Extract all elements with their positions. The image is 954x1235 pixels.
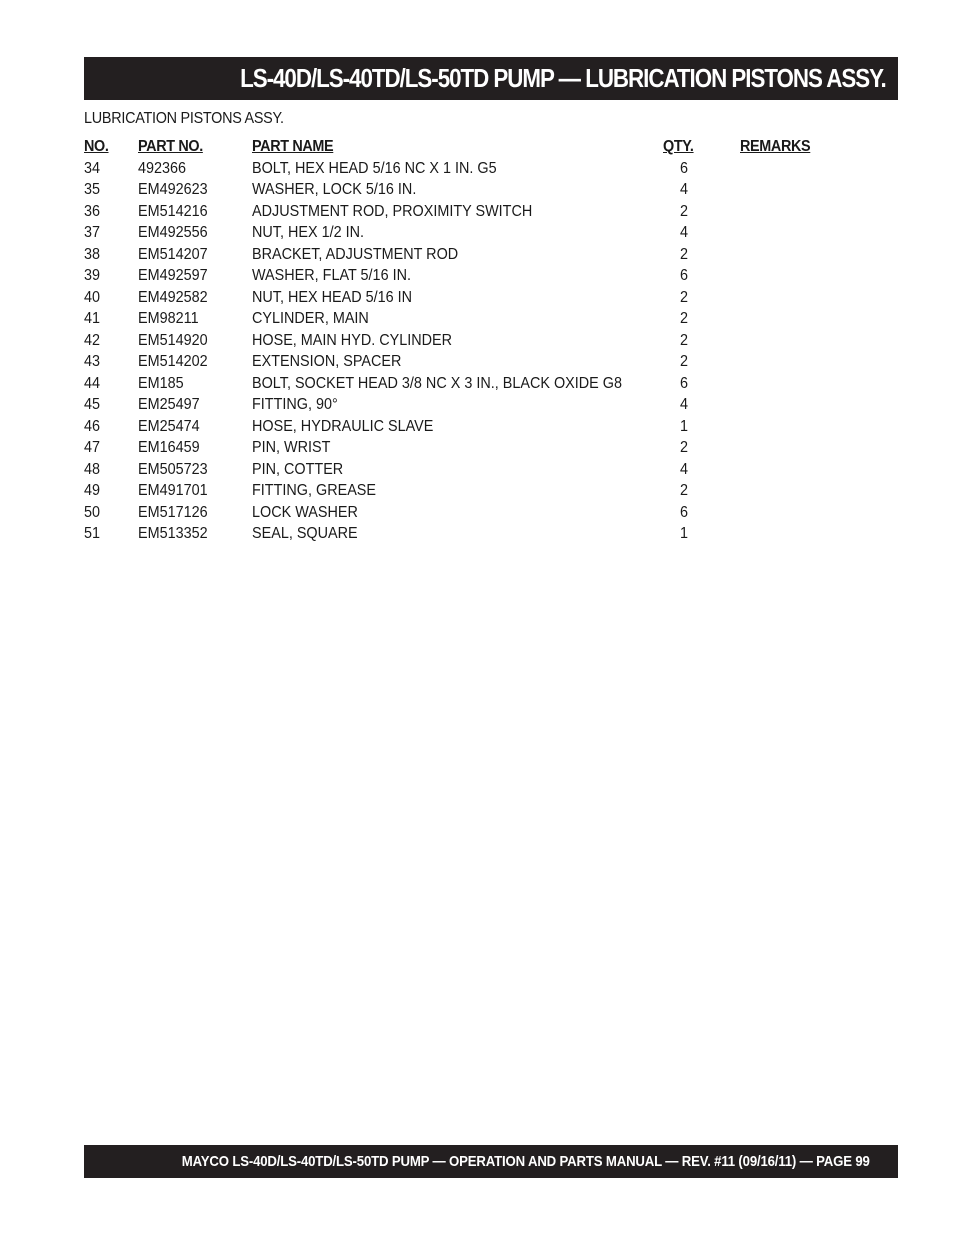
cell-no: 51 xyxy=(84,525,101,542)
footer-text: MAYCO LS-40D/LS-40TD/LS-50TD PUMP — OPERATION AND PARTS MANUAL — REV. #11 (09/16/11) — PAGE 99 xyxy=(182,1153,870,1170)
cell-part-no: EM492582 xyxy=(138,288,208,306)
cell-qty-value: 2 xyxy=(680,353,689,370)
cell-part-name: LOCK WASHER xyxy=(252,503,358,521)
table-row xyxy=(84,502,844,524)
cell-part-no: EM98211 xyxy=(138,310,199,327)
cell-qty-value: 4 xyxy=(680,396,689,413)
table-row xyxy=(84,179,844,201)
parts-table xyxy=(84,136,844,545)
footer-bar xyxy=(84,1145,898,1178)
cell-qty-value: 2 xyxy=(680,288,689,306)
cell-part-name: WASHER, FLAT 5/16 IN. xyxy=(252,267,411,284)
table-row xyxy=(84,222,844,244)
cell-qty-value: 2 xyxy=(680,202,689,220)
cell-part-name: BRACKET, ADJUSTMENT ROD xyxy=(252,245,459,263)
cell-part-no: EM514202 xyxy=(138,353,208,370)
cell-qty-value: 6 xyxy=(680,374,689,392)
table-row xyxy=(84,523,844,545)
page-title: LS-40D/LS-40TD/LS-50TD PUMP — LUBRICATION PISTONS ASSY. xyxy=(240,63,886,93)
table-row xyxy=(84,373,844,395)
column-header-no: NO. xyxy=(84,138,109,155)
table-row xyxy=(84,394,844,416)
cell-part-name: BOLT, SOCKET HEAD 3/8 NC X 3 IN., BLACK OXIDE G8 xyxy=(252,374,622,392)
table-row xyxy=(84,265,844,287)
cell-no: 36 xyxy=(84,202,101,220)
cell-part-no: EM185 xyxy=(138,374,184,392)
cell-no: 37 xyxy=(84,224,101,241)
column-header-part-name: PART NAME xyxy=(252,138,334,155)
cell-qty-value: 1 xyxy=(680,525,689,542)
table-body xyxy=(84,158,844,545)
cell-no: 48 xyxy=(84,460,101,478)
cell-part-no: EM514207 xyxy=(138,245,208,263)
cell-part-name: NUT, HEX 1/2 IN. xyxy=(252,224,365,241)
cell-part-name: EXTENSION, SPACER xyxy=(252,353,402,370)
table-row xyxy=(84,201,844,223)
table-row xyxy=(84,244,844,266)
cell-part-name: HOSE, MAIN HYD. CYLINDER xyxy=(252,331,453,349)
cell-qty-value: 6 xyxy=(680,159,689,177)
cell-part-no: EM514920 xyxy=(138,331,208,349)
table-row xyxy=(84,330,844,352)
cell-part-no: EM25474 xyxy=(138,417,200,435)
table-row xyxy=(84,480,844,502)
cell-part-name: FITTING, GREASE xyxy=(252,482,377,499)
cell-part-name: WASHER, LOCK 5/16 IN. xyxy=(252,181,417,198)
cell-qty-value: 4 xyxy=(680,181,689,198)
cell-no: 49 xyxy=(84,482,101,499)
cell-part-name: HOSE, HYDRAULIC SLAVE xyxy=(252,417,434,435)
cell-no: 42 xyxy=(84,331,101,349)
cell-part-no: 492366 xyxy=(138,159,187,177)
table-row xyxy=(84,158,844,180)
cell-part-name: CYLINDER, MAIN xyxy=(252,310,369,327)
table-row xyxy=(84,416,844,438)
cell-qty-value: 4 xyxy=(680,224,689,241)
cell-part-no: EM517126 xyxy=(138,503,208,521)
cell-qty-value: 2 xyxy=(680,310,689,327)
cell-part-no: EM513352 xyxy=(138,525,208,542)
table-header-row: NO. PART NO. PART NAME QTY. REMARKS xyxy=(84,136,844,158)
cell-part-no: EM492597 xyxy=(138,267,208,284)
cell-no: 43 xyxy=(84,353,101,370)
cell-part-name: ADJUSTMENT ROD, PROXIMITY SWITCH xyxy=(252,202,533,220)
cell-part-name: SEAL, SQUARE xyxy=(252,525,358,542)
cell-no: 40 xyxy=(84,288,101,306)
cell-part-no: EM505723 xyxy=(138,460,208,478)
cell-part-name: BOLT, HEX HEAD 5/16 NC X 1 IN. G5 xyxy=(252,159,497,177)
cell-no: 50 xyxy=(84,503,101,521)
cell-qty-value: 4 xyxy=(680,460,689,478)
cell-part-name: FITTING, 90° xyxy=(252,396,338,413)
cell-no: 35 xyxy=(84,181,101,198)
cell-no: 41 xyxy=(84,310,101,327)
cell-no: 46 xyxy=(84,417,101,435)
table-row xyxy=(84,308,844,330)
column-header-remarks: REMARKS xyxy=(740,138,811,155)
cell-part-no: EM25497 xyxy=(138,396,200,413)
cell-no: 44 xyxy=(84,374,101,392)
table-row xyxy=(84,351,844,373)
cell-part-name: NUT, HEX HEAD 5/16 IN xyxy=(252,288,413,306)
cell-no: 45 xyxy=(84,396,101,413)
cell-qty-value: 6 xyxy=(680,267,689,284)
cell-part-name: PIN, WRIST xyxy=(252,439,331,456)
table-row xyxy=(84,287,844,309)
column-header-part-no: PART NO. xyxy=(138,138,203,155)
cell-no: 47 xyxy=(84,439,101,456)
table-row xyxy=(84,459,844,481)
cell-qty-value: 2 xyxy=(680,439,689,456)
table-row xyxy=(84,437,844,459)
cell-part-name: PIN, COTTER xyxy=(252,460,344,478)
cell-part-no: EM491701 xyxy=(138,482,208,499)
cell-no: 39 xyxy=(84,267,101,284)
cell-qty-value: 6 xyxy=(680,503,689,521)
cell-no: 34 xyxy=(84,159,101,177)
cell-part-no: EM514216 xyxy=(138,202,208,220)
cell-part-no: EM492556 xyxy=(138,224,208,241)
cell-qty-value: 2 xyxy=(680,331,689,349)
cell-part-no: EM16459 xyxy=(138,439,200,456)
cell-no: 38 xyxy=(84,245,101,263)
cell-qty-value: 2 xyxy=(680,245,689,263)
section-label: LUBRICATION PISTONS ASSY. xyxy=(84,110,284,127)
cell-qty-value: 2 xyxy=(680,482,689,499)
cell-qty-value: 1 xyxy=(680,417,689,435)
page-title-bar xyxy=(84,57,898,100)
cell-part-no: EM492623 xyxy=(138,181,208,198)
